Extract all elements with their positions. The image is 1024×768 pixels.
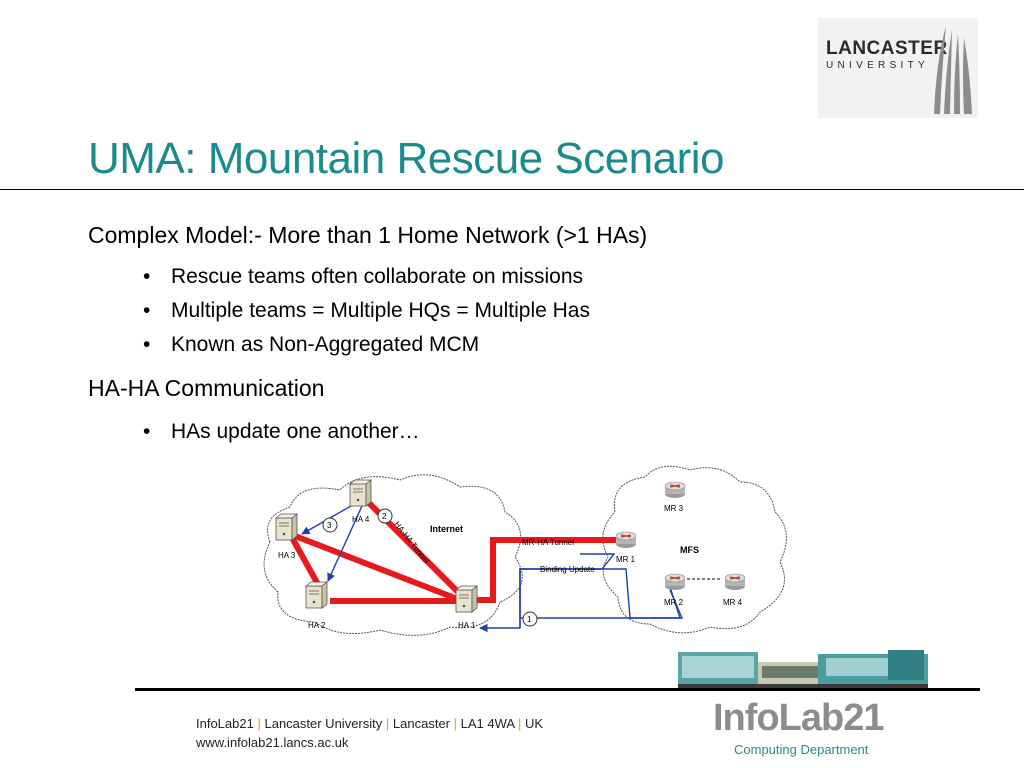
footer-address <box>196 716 543 731</box>
step-marker-3 <box>323 518 337 532</box>
ha4-label: HA 4 <box>352 515 370 524</box>
ha1-label: HA 1 <box>458 621 476 630</box>
ha4-server-icon <box>350 480 371 506</box>
footer-city: Lancaster <box>392 716 450 731</box>
internet-label: Internet <box>430 524 464 534</box>
bullet-icon: • <box>143 420 151 443</box>
logo-line2: UNIVERSITY <box>826 60 930 71</box>
mr3-label: MR 3 <box>664 504 684 513</box>
slide-title: UMA: Mountain Rescue Scenario <box>88 134 725 183</box>
step-marker-1 <box>523 612 537 626</box>
footer-separator: | <box>257 716 261 731</box>
mr4-router-icon <box>725 574 745 590</box>
computing-department-label: Computing Department <box>734 742 869 757</box>
infolab-brand: InfoLab21 <box>713 697 884 739</box>
ha1-server-icon <box>456 586 477 612</box>
network-diagram <box>250 462 795 642</box>
ha-ha-tunnel-label: HA-HA Tunnel <box>392 519 431 566</box>
step-2-label: 2 <box>382 512 387 521</box>
point-complex-model: Complex Model:- More than 1 Home Network (>1 HAs) <box>88 222 648 248</box>
footer-separator: | <box>385 716 390 731</box>
logo-spires-icon <box>924 22 974 114</box>
ha2-label: HA 2 <box>308 621 326 630</box>
mr4-label: MR 4 <box>723 598 743 607</box>
mr3-router-icon <box>665 482 685 498</box>
footer-country: UK <box>525 716 544 731</box>
footer-org: InfoLab21 <box>196 716 254 731</box>
ha2-server-icon <box>306 582 327 608</box>
bullet-icon: • <box>143 299 151 322</box>
title-divider <box>0 189 1024 190</box>
footer-separator: | <box>453 716 458 731</box>
infolab-building-graphic <box>678 650 928 688</box>
footer-postcode: LA1 4WA <box>460 716 515 731</box>
bullet-text: Rescue teams often collaborate on missions <box>171 265 584 288</box>
university-logo <box>818 18 978 118</box>
step-3-label: 3 <box>327 521 332 530</box>
footer-divider <box>135 688 980 691</box>
mr-ha-tunnel-label: MR-HA Tunnel <box>522 538 575 547</box>
point-ha-communication: HA-HA Communication <box>88 375 325 401</box>
mr2-router-icon <box>665 574 685 590</box>
mr2-label: MR 2 <box>664 598 684 607</box>
binding-update-label: Binding Update <box>540 565 595 574</box>
bullet-text: Known as Non-Aggregated MCM <box>171 333 480 356</box>
bullet-icon: • <box>143 333 151 356</box>
bullet-icon: • <box>143 265 151 288</box>
step-marker-2 <box>378 509 392 523</box>
footer-website[interactable]: www.infolab21.lancs.ac.uk <box>196 735 349 750</box>
footer-university: Lancaster University <box>264 716 383 731</box>
footer-separator: | <box>517 716 522 731</box>
step-1-label: 1 <box>527 615 532 624</box>
bullet-text: HAs update one another… <box>171 420 420 443</box>
mfs-label: MFS <box>680 545 699 555</box>
bullet-text: Multiple teams = Multiple HQs = Multiple Has <box>171 299 590 322</box>
mr1-router-icon <box>616 532 636 548</box>
ha3-label: HA 3 <box>278 551 296 560</box>
mr1-label: MR 1 <box>616 555 636 564</box>
ha3-server-icon <box>276 514 297 540</box>
logo-line1: LANCASTER <box>826 38 948 59</box>
